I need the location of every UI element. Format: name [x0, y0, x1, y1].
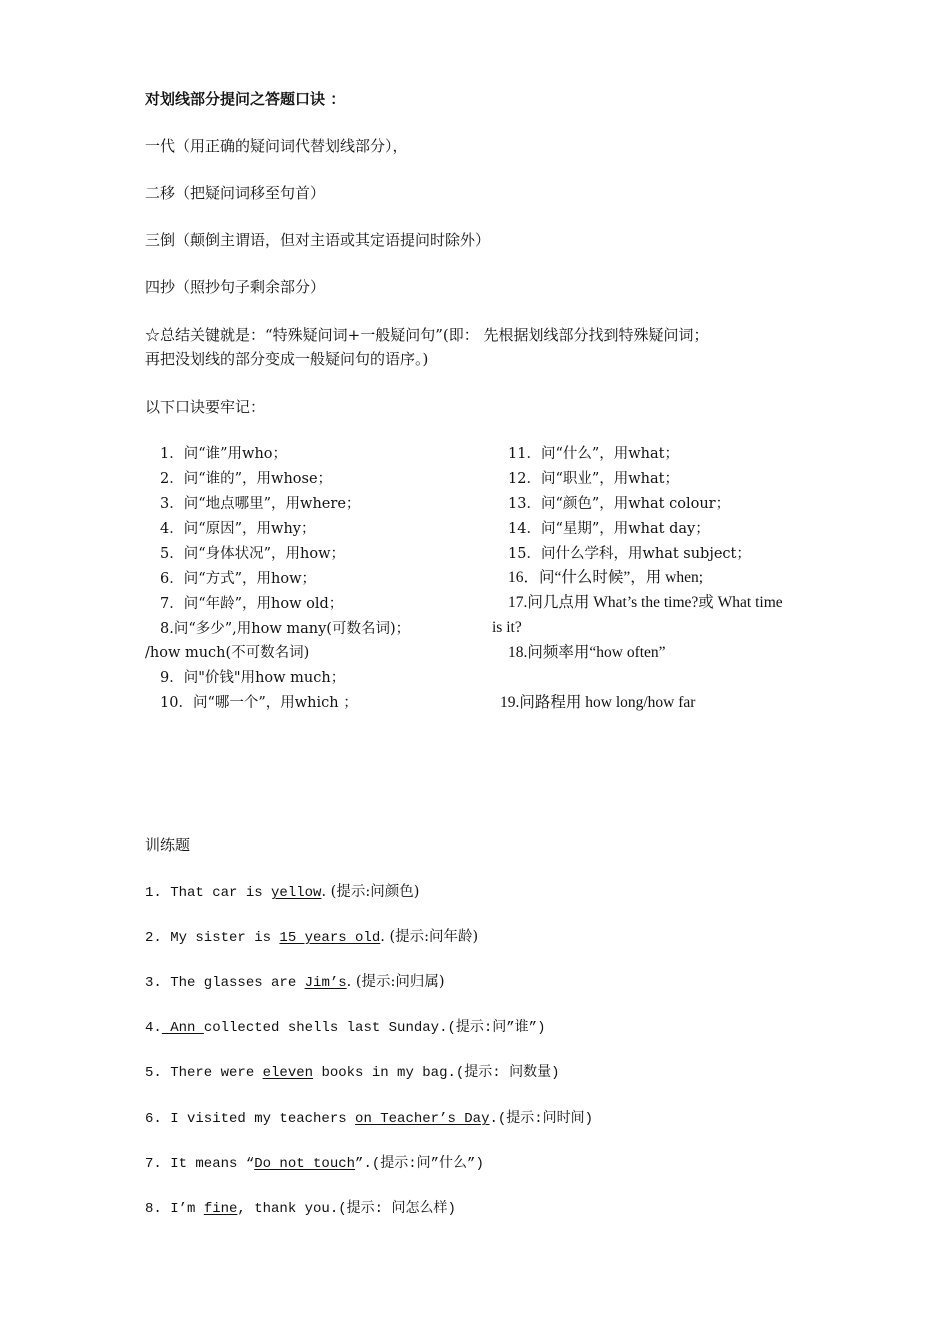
- exercise-item: [145, 882, 419, 903]
- right-list-item: 14．问“星期”，用what day；: [508, 521, 710, 537]
- left-list-item: 1．问“谁”用who；: [160, 446, 288, 462]
- exercise-item: [145, 927, 478, 948]
- exercise-item: [145, 1017, 545, 1038]
- exercise-item: [145, 1198, 456, 1219]
- right-list-item: 16．问“什么时候”，用 when;: [508, 569, 704, 586]
- exercise-hint: , thank you.(提示: 问怎么样): [237, 1201, 456, 1217]
- right-list-item: 12．问“职业”，用what；: [508, 471, 679, 487]
- underlined-part: on Teacher’s Day: [355, 1111, 490, 1127]
- exercise-hint: books in my bag.(提示: 问数量): [313, 1065, 560, 1081]
- underlined-part: fine: [203, 1201, 238, 1217]
- exercise-hint: . (提示:问颜色): [321, 884, 420, 900]
- right-list-item: 18.问频率用“how often”: [508, 644, 666, 661]
- left-list-item: 2．问“谁的”，用whose；: [160, 471, 333, 487]
- right-list-item: 15．问什么学科，用what subject；: [508, 546, 751, 562]
- exercise-item: [145, 1062, 559, 1083]
- exercise-text: 8. I’m: [145, 1201, 204, 1217]
- right-list-item: 17.问几点用 What’s the time?或 What time: [508, 594, 783, 611]
- right-list-item: 19.问路程用 how long/how far: [500, 694, 696, 711]
- left-list-item: 8.问“多少”,用how many(可数名词)；: [160, 621, 411, 637]
- rule-1: 一代（用正确的疑问词代替划线部分），: [145, 137, 408, 155]
- left-list-item: /how much(不可数名词): [145, 645, 310, 661]
- right-list-item: is it?: [492, 619, 522, 636]
- exercise-heading: 训练题: [145, 836, 191, 854]
- underlined-part: Jim’s: [304, 975, 347, 991]
- left-list-item: 7．问“年龄”，用how old；: [160, 596, 344, 612]
- exercise-hint: collected shells last Sunday.(提示:问”谁”): [203, 1020, 546, 1036]
- exercise-text: 3. The glasses are: [145, 975, 305, 991]
- right-list-item: 11．问“什么”，用what；: [508, 446, 679, 462]
- summary-line-1: ☆总结关键就是：“特殊疑问词+一般疑问句”(即： 先根据划线部分找到特殊疑问词；: [145, 326, 709, 344]
- left-list-item: 6．问“方式”，用how；: [160, 571, 317, 587]
- rule-2: 二移（把疑问词移至句首）: [145, 184, 326, 202]
- left-list-item: 4．问“原因”，用why；: [160, 521, 316, 537]
- exercise-text: 2. My sister is: [145, 930, 280, 946]
- exercise-text: 7. It means “: [145, 1156, 255, 1172]
- exercise-hint: .(提示:问时间): [489, 1111, 594, 1127]
- underlined-part: Ann: [161, 1020, 204, 1036]
- left-list-item: 9．问"价钱"用how much；: [160, 670, 346, 686]
- exercise-text: 5. There were: [145, 1065, 263, 1081]
- page-title: 对划线部分提问之答题口诀 ：: [145, 90, 346, 108]
- rule-4: 四抄（照抄句子剩余部分）: [145, 278, 326, 296]
- exercise-hint: ”.(提示:问”什么”): [355, 1156, 484, 1172]
- underlined-part: 15 years old: [279, 930, 381, 946]
- exercise-hint: . (提示:问年龄): [380, 929, 479, 945]
- exercise-text: 4.: [145, 1020, 162, 1036]
- summary-line-2: 再把没划线的部分变成一般疑问句的语序。): [145, 350, 429, 368]
- left-list-item: 10．问“哪一个”，用which ；: [160, 695, 358, 711]
- exercise-item: [145, 1153, 484, 1174]
- exercise-text: 1. That car is: [145, 885, 272, 901]
- rule-3: 三倒（颠倒主谓语，但对主语或其定语提问时除外）: [145, 231, 491, 249]
- exercise-item: [145, 972, 445, 993]
- exercise-hint: . (提示:问归属): [346, 974, 445, 990]
- right-list-item: 13．问“颜色”，用what colour；: [508, 496, 731, 512]
- exercise-text: 6. I visited my teachers: [145, 1111, 356, 1127]
- underlined-part: yellow: [271, 885, 322, 901]
- left-list-item: 5．问“身体状况”，用how；: [160, 546, 346, 562]
- underlined-part: Do not touch: [254, 1156, 356, 1172]
- memo-heading: 以下口诀要牢记：: [145, 398, 266, 416]
- underlined-part: eleven: [262, 1065, 314, 1081]
- left-list-item: 3．问“地点哪里”，用where；: [160, 496, 361, 512]
- exercise-item: [145, 1108, 593, 1129]
